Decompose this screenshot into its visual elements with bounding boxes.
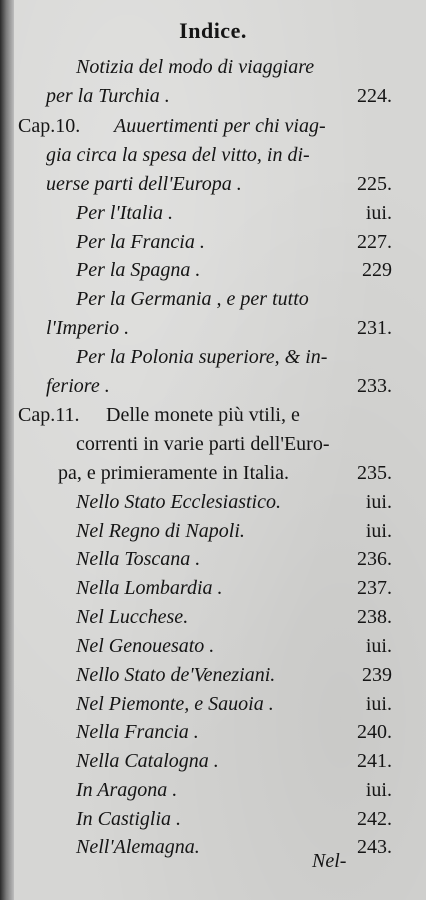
page-ref-21: iui. — [365, 635, 392, 657]
page-ref-22: 239 — [362, 664, 392, 686]
page-ref-6: iui. — [365, 202, 392, 224]
page-ref-24: 240. — [357, 721, 392, 743]
page-ref-8: 229 — [362, 259, 392, 281]
index-line-23: Nel Piemonte, e Sauoia . — [76, 693, 274, 715]
page-ref-20: 238. — [357, 606, 392, 628]
page-ref-5: 225. — [357, 173, 392, 195]
index-line-5: uerse parti dell'Europa . — [46, 173, 242, 195]
index-line-20: Nel Lucchese. — [76, 606, 189, 628]
index-line-11: Per la Polonia superiore, & in- — [76, 346, 328, 368]
index-line-14: correnti in varie parti dell'Euro- — [76, 433, 330, 455]
index-line-4: gia circa la spesa del vitto, in di- — [46, 144, 310, 166]
index-line-21: Nel Genouesato . — [76, 635, 215, 657]
page-ref-10: 231. — [357, 317, 392, 339]
index-line-24: Nella Francia . — [76, 721, 199, 743]
index-line-26: In Aragona . — [76, 779, 178, 801]
index-line-1: Notizia del modo di viaggiare — [76, 56, 315, 78]
index-line-10: l'Imperio . — [46, 317, 130, 339]
index-line-18: Nella Toscana . — [76, 548, 201, 570]
index-line-28: Nell'Alemagna. — [76, 836, 200, 858]
binding-gutter — [0, 0, 14, 900]
page-ref-16: iui. — [365, 491, 392, 513]
index-line-7: Per la Francia . — [76, 231, 205, 253]
index-line-19: Nella Lombardia . — [76, 577, 223, 599]
page-ref-7: 227. — [357, 231, 392, 253]
index-line-25: Nella Catalogna . — [76, 750, 219, 772]
index-line-15: pa, e primieramente in Italia. — [58, 462, 290, 484]
page-ref-2: 224. — [357, 85, 392, 107]
index-line-12: feriore . — [46, 375, 110, 397]
page-ref-15: 235. — [357, 462, 392, 484]
catchword: Nel- — [312, 850, 347, 872]
page-ref-23: iui. — [365, 693, 392, 715]
page-title: Indice. — [179, 18, 247, 43]
page-ref-18: 236. — [357, 548, 392, 570]
page-ref-17: iui. — [365, 520, 392, 542]
index-line-2: per la Turchia . — [46, 85, 170, 107]
index-line-17: Nel Regno di Napoli. — [76, 520, 245, 542]
index-line-13: Delle monete più vtili, e — [106, 404, 300, 426]
page-ref-12: 233. — [357, 375, 392, 397]
page-ref-25: 241. — [357, 750, 392, 772]
index-line-6: Per l'Italia . — [76, 202, 174, 224]
page-ref-28: 243. — [357, 836, 392, 858]
page-ref-26: iui. — [365, 779, 392, 801]
index-line-22: Nello Stato de'Veneziani. — [76, 664, 276, 686]
index-line-8: Per la Spagna . — [76, 259, 201, 281]
index-line-3: Auuertimenti per chi viag- — [114, 115, 326, 137]
index-line-27: In Castiglia . — [76, 808, 182, 830]
page-ref-19: 237. — [357, 577, 392, 599]
chapter-11-label: Cap.11. — [18, 404, 80, 426]
index-line-16: Nello Stato Ecclesiastico. — [76, 491, 281, 513]
chapter-10-label: Cap.10. — [18, 115, 81, 137]
page-ref-27: 242. — [357, 808, 392, 830]
index-line-9: Per la Germania , e per tutto — [76, 288, 309, 310]
